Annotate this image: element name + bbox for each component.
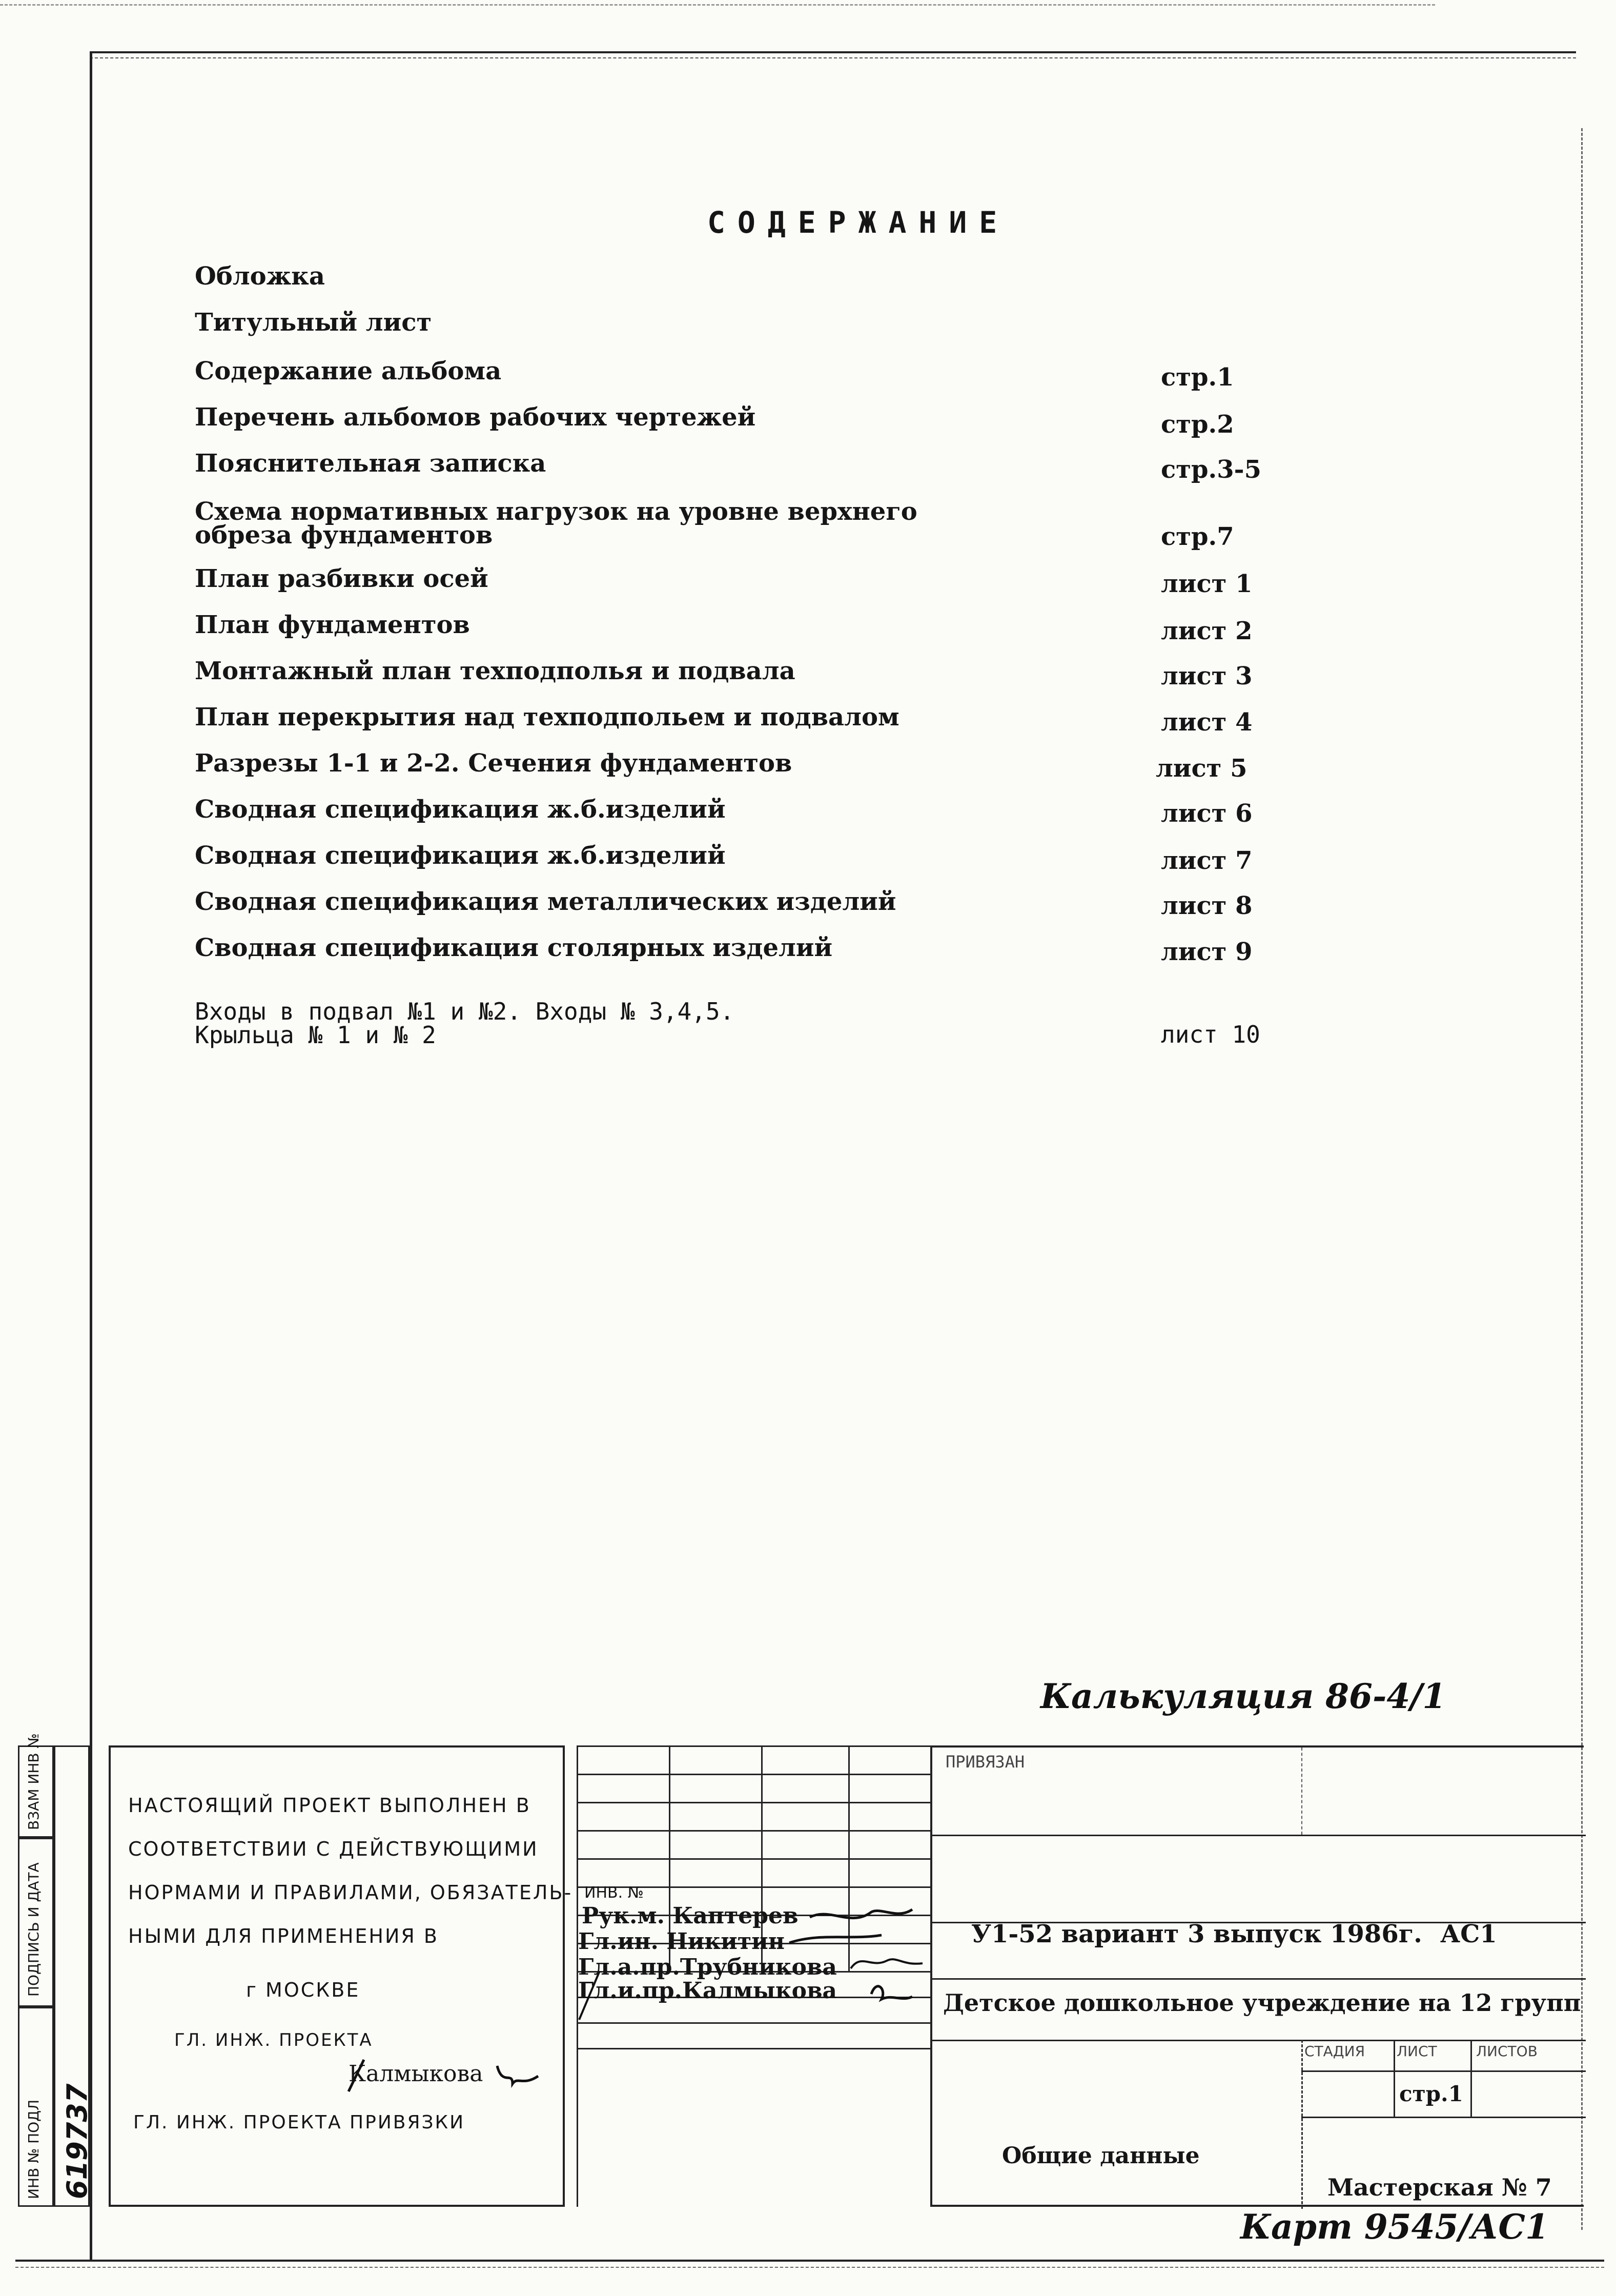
column-stadia: СТАДИЯ bbox=[1304, 2043, 1365, 2060]
toc-item-text: Сводная спецификация ж.б.изделий bbox=[195, 841, 726, 870]
workshop-name: Мастерская № 7 bbox=[1327, 2173, 1552, 2201]
stamp-line: г МОСКВЕ bbox=[246, 1979, 360, 2001]
side-label-vzam: ВЗАМ ИНВ № bbox=[25, 1733, 42, 1830]
grid-line bbox=[577, 1830, 930, 1832]
stamp-line: ГЛ. ИНЖ. ПРОЕКТА bbox=[174, 2030, 373, 2050]
column-list: ЛИСТ bbox=[1397, 2043, 1437, 2060]
grid-line bbox=[577, 1802, 930, 1803]
signer-row: Гл.и.пр.Калмыкова bbox=[578, 1978, 837, 2004]
toc-item-text: Сводная спецификация столярных изделий bbox=[195, 933, 833, 962]
frame-top-border-inner bbox=[90, 57, 1576, 58]
frame-bottom-border-inner bbox=[15, 2267, 1604, 2268]
toc-item-text: Титульный лист bbox=[195, 308, 432, 337]
toc-item bbox=[195, 1000, 1322, 1051]
toc-item-text: План разбивки осей bbox=[195, 564, 488, 593]
inventory-number: 619737 bbox=[61, 2083, 93, 2199]
toc-item bbox=[195, 405, 1322, 446]
toc-item-text: Содержание альбома bbox=[195, 357, 502, 385]
toc-item bbox=[195, 497, 1322, 551]
side-label-inv: ИНВ № ПОДЛ bbox=[25, 2099, 42, 2199]
section-name: Общие данные bbox=[1002, 2143, 1200, 2169]
frame-left-border bbox=[90, 51, 92, 2261]
grid-line bbox=[577, 1745, 930, 1747]
side-label-podpis: ПОДПИСЬ И ДАТА bbox=[25, 1862, 42, 1997]
toc-item bbox=[195, 889, 1322, 930]
title-block-line bbox=[932, 1835, 1586, 1836]
signer-row: Гл.а.пр.Трубникова bbox=[578, 1954, 837, 1980]
toc-item-text: Обложка bbox=[195, 262, 325, 291]
title-block-divider bbox=[1301, 2040, 1303, 2209]
frame-top-border bbox=[90, 51, 1576, 53]
toc-item-text: Сводная спецификация металлических изделий bbox=[195, 887, 896, 916]
toc-item-ref: стр.2 bbox=[1161, 410, 1234, 439]
stamp-line: НАСТОЯЩИЙ ПРОЕКТ ВЫПОЛНЕН В bbox=[128, 1794, 531, 1817]
signature-mark-left bbox=[328, 2056, 543, 2097]
toc-item-text: Сводная спецификация ж.б.изделий bbox=[195, 795, 726, 824]
title-block-line bbox=[1301, 2070, 1586, 2072]
toc-item bbox=[195, 705, 1322, 746]
toc-item bbox=[195, 264, 1322, 305]
toc-item bbox=[195, 359, 1322, 400]
toc-item-text: Перечень альбомов рабочих чертежей bbox=[195, 403, 756, 432]
privyazan-label: ПРИВЯЗАН bbox=[946, 1752, 1025, 1772]
toc-item bbox=[195, 613, 1322, 654]
stamp-line: ГЛ. ИНЖ. ПРОЕКТА ПРИВЯЗКИ bbox=[133, 2112, 465, 2133]
title-block-line bbox=[932, 1978, 1586, 1980]
toc-item-ref: стр.7 bbox=[1161, 522, 1234, 551]
project-code: У1-52 вариант 3 выпуск 1986г. bbox=[971, 1920, 1422, 1948]
toc-item-ref: лист 8 bbox=[1161, 891, 1253, 920]
stamp-line: НОРМАМИ И ПРАВИЛАМИ, ОБЯЗАТЕЛЬ- bbox=[128, 1881, 573, 1904]
title-block bbox=[930, 1745, 1584, 2207]
toc-item-ref: лист 3 bbox=[1161, 662, 1253, 690]
toc-item-ref: стр.1 bbox=[1161, 363, 1234, 392]
toc-item-ref: лист 7 bbox=[1161, 846, 1253, 875]
handwritten-calculation-note: Калькуляция 86-4/1 bbox=[1040, 1676, 1446, 1716]
title-block-line bbox=[1470, 2040, 1472, 2117]
toc-item-text: План фундаментов bbox=[195, 611, 470, 639]
toc-item-ref: лист 4 bbox=[1161, 708, 1253, 737]
toc-item-ref: лист 6 bbox=[1161, 799, 1253, 828]
scan-edge-line bbox=[0, 4, 1435, 6]
stamp-signer-name: Калмыкова bbox=[349, 2061, 483, 2087]
toc-item bbox=[195, 751, 1322, 792]
toc-item bbox=[195, 933, 1322, 977]
toc-item bbox=[195, 310, 1322, 351]
title-block-divider bbox=[1301, 1748, 1302, 1835]
stamp-line: НЫМИ ДЛЯ ПРИМЕНЕНИЯ В bbox=[128, 1925, 439, 1947]
toc-item-text: Разрезы 1-1 и 2-2. Сечения фундаментов bbox=[195, 749, 792, 778]
object-name: Детское дошкольное учреждение на 12 групп bbox=[943, 1989, 1581, 2017]
page-title: СОДЕРЖАНИЕ bbox=[707, 205, 1010, 240]
frame-bottom-border bbox=[15, 2260, 1604, 2262]
title-block-line bbox=[1394, 2040, 1395, 2117]
signer-row: Гл.ин. Никитин bbox=[578, 1928, 785, 1955]
signature-marks bbox=[543, 1892, 964, 2030]
title-block-line bbox=[932, 2040, 1586, 2041]
toc-item-text: Входы в подвал №1 и №2. Входы № 3,4,5. Крыльца № 1 и № 2 bbox=[195, 998, 734, 1049]
toc-item-text: Пояснительная записка bbox=[195, 449, 546, 478]
toc-item bbox=[195, 451, 1322, 492]
toc-item-ref: лист 2 bbox=[1161, 617, 1253, 645]
toc-item-text: Схема нормативных нагрузок на уровне верхнего обреза фундаментов bbox=[195, 497, 917, 550]
stamp-line: СООТВЕТСТВИИ С ДЕЙСТВУЮЩИМИ bbox=[128, 1838, 539, 1860]
toc-item-text: Монтажный план техподполья и подвала bbox=[195, 657, 795, 685]
toc-item bbox=[195, 659, 1322, 700]
toc-item-ref: лист 9 bbox=[1161, 938, 1253, 966]
toc-item bbox=[195, 566, 1322, 607]
title-block-line bbox=[1301, 2117, 1586, 2118]
sheet-page-ref: стр.1 bbox=[1399, 2081, 1463, 2106]
inv-label: ИНВ. № bbox=[584, 1884, 644, 1902]
toc-item bbox=[195, 843, 1322, 884]
toc-item bbox=[195, 797, 1322, 838]
grid-line bbox=[577, 1774, 930, 1775]
toc-item-ref: лист 5 bbox=[1156, 754, 1247, 783]
toc-item-ref: лист 10 bbox=[1161, 1021, 1260, 1048]
signer-row: Рук.м. Каптерев bbox=[582, 1903, 799, 1929]
grid-line bbox=[577, 2048, 930, 2049]
toc-item-text: План перекрытия над техподпольем и подвалом bbox=[195, 703, 899, 732]
grid-line bbox=[577, 1858, 930, 1860]
toc-item-ref: лист 1 bbox=[1161, 570, 1253, 598]
toc-item-ref: стр.3-5 bbox=[1161, 455, 1261, 484]
doc-code: АС1 bbox=[1440, 1920, 1497, 1948]
handwritten-card-note: Карт 9545/АС1 bbox=[1240, 2207, 1549, 2247]
side-strip bbox=[18, 1733, 93, 2207]
column-listov: ЛИСТОВ bbox=[1476, 2043, 1538, 2060]
